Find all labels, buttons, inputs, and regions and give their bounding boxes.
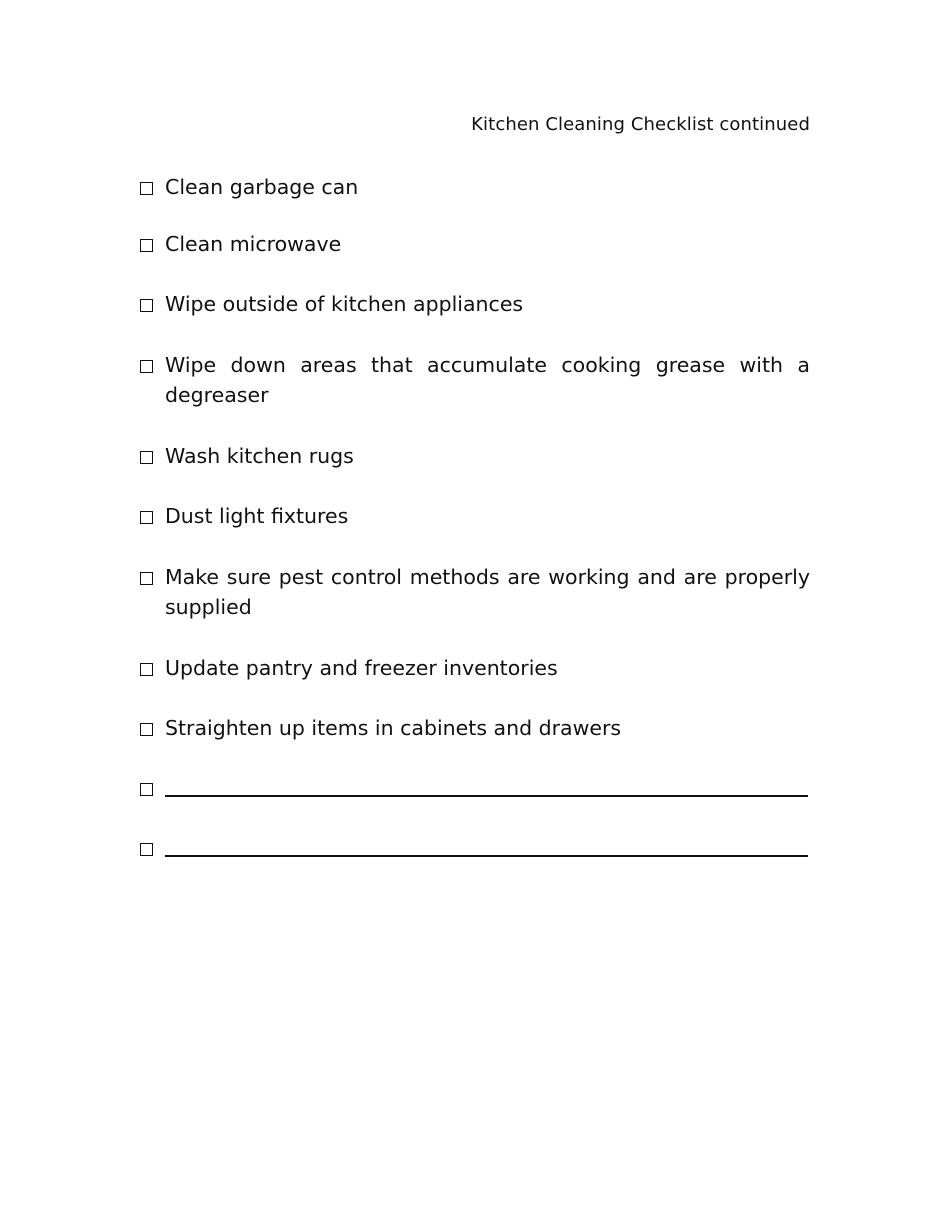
blank-entry-line[interactable] [165,795,808,797]
checkbox[interactable] [140,843,153,856]
checklist-item [140,446,810,471]
checkbox[interactable] [140,511,153,524]
checklist-item [140,234,810,259]
checkbox[interactable] [140,182,153,195]
checklist-blank-item [140,778,810,797]
checklist-item [140,294,810,319]
checklist-item [140,355,810,410]
checklist-item [140,177,810,202]
checklist-item [140,506,810,531]
checklist-item-label: Clean microwave [165,232,342,256]
blank-entry-line[interactable] [165,855,808,857]
checklist-item-label: Dust light fixtures [165,504,349,528]
checkbox[interactable] [140,451,153,464]
checklist-item-label: Update pantry and freezer inventories [165,656,558,680]
checklist-item-label: Wash kitchen rugs [165,444,354,468]
checklist-item-label: Wipe outside of kitchen appliances [165,292,524,316]
checkbox[interactable] [140,299,153,312]
checklist-blank-item [140,838,810,857]
page-header-title: Kitchen Cleaning Checklist continued [471,114,810,135]
checklist-item [140,718,810,743]
checkbox[interactable] [140,239,153,252]
checklist-item-label: Wipe down areas that accumulate cooking grease with a degreaser [165,353,810,407]
checklist-item [140,658,810,683]
checklist-item-label: Straighten up items in cabinets and drawers [165,716,622,740]
checkbox[interactable] [140,360,153,373]
checkbox[interactable] [140,783,153,796]
checklist-item-label: Make sure pest control methods are working and are properly supplied [165,565,810,619]
checkbox[interactable] [140,723,153,736]
checklist-item-label: Clean garbage can [165,175,359,199]
checklist-item [140,567,810,622]
checkbox[interactable] [140,572,153,585]
checkbox[interactable] [140,663,153,676]
